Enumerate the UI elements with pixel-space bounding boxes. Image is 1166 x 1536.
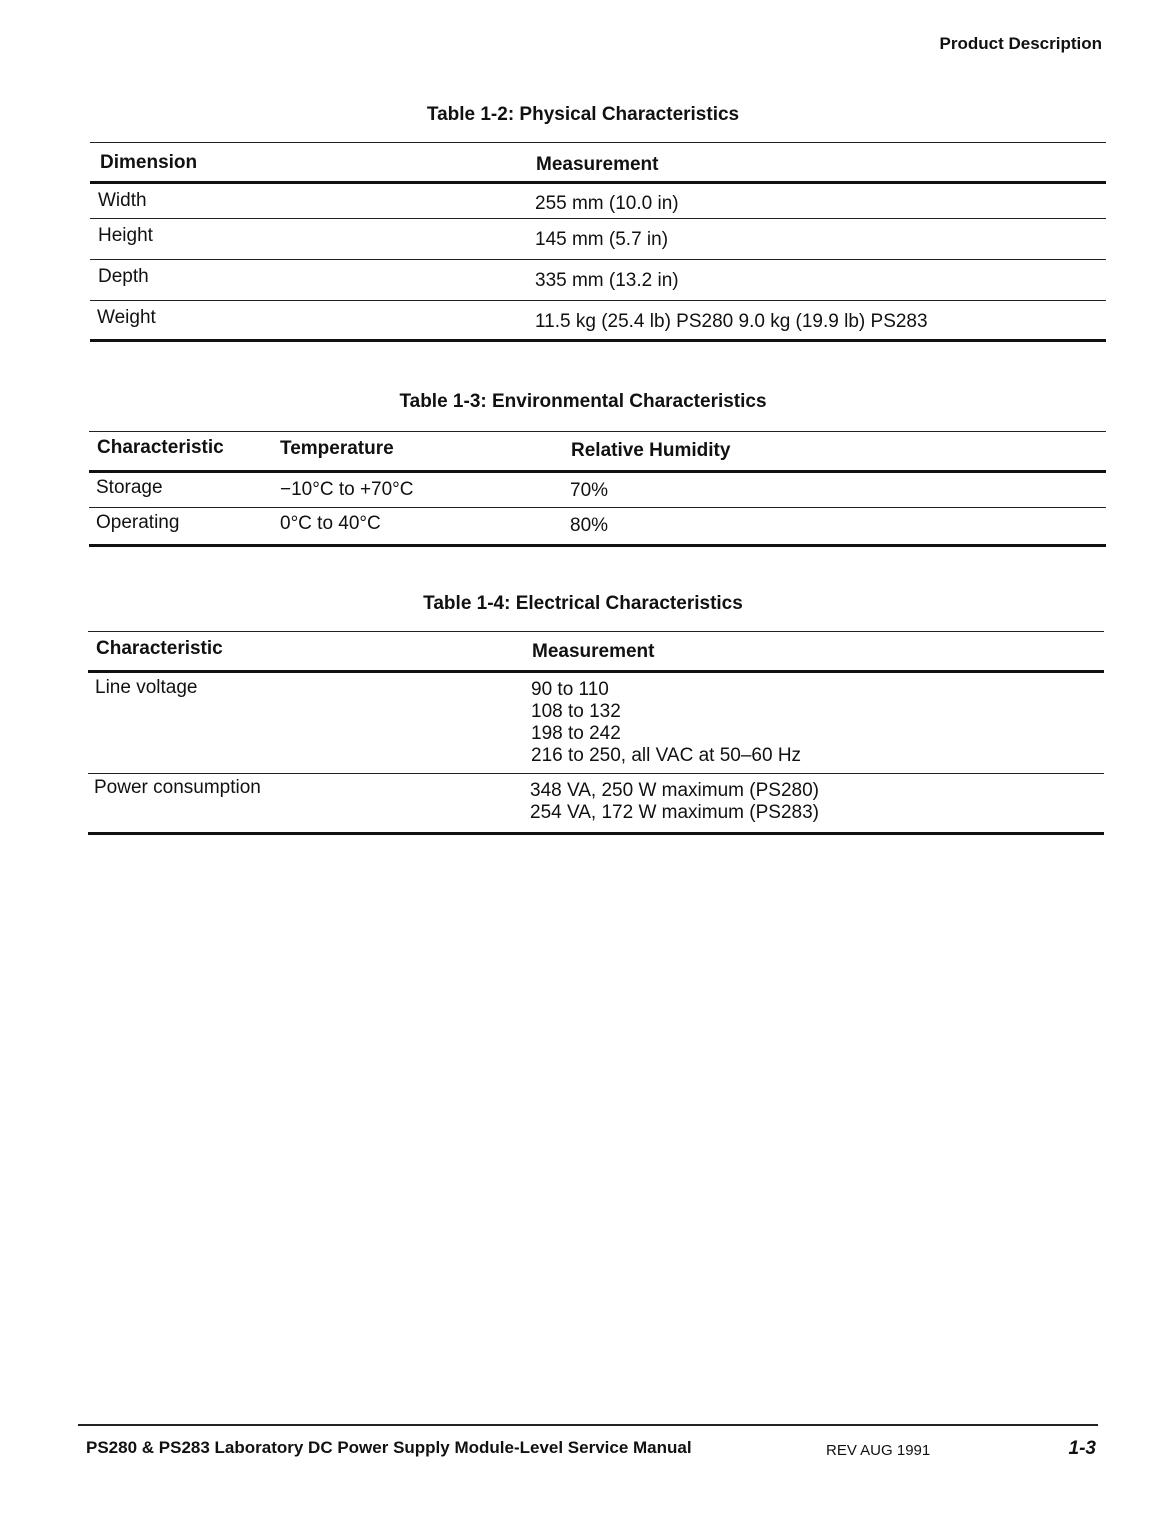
row-label: Height xyxy=(98,225,153,246)
table-title-electrical: Table 1-4: Electrical Characteristics xyxy=(423,593,743,614)
col-header-characteristic: Characteristic xyxy=(96,638,223,659)
line-voltage-value: 90 to 110 xyxy=(531,679,609,700)
table-title-physical: Table 1-2: Physical Characteristics xyxy=(426,104,740,125)
row-label: Weight xyxy=(97,307,156,328)
power-value: 348 VA, 250 W maximum (PS280) xyxy=(530,780,819,801)
col-header-temperature: Temperature xyxy=(280,438,394,459)
row-label: Depth xyxy=(98,266,149,287)
line-voltage-value: 108 to 132 xyxy=(531,701,621,722)
table-row xyxy=(88,774,1104,832)
table-row xyxy=(90,301,1106,339)
line-voltage-values xyxy=(531,679,801,767)
row-value: 335 mm (13.2 in) xyxy=(535,270,679,291)
row-humidity: 80% xyxy=(570,515,609,536)
power-value: 254 VA, 172 W maximum (PS283) xyxy=(530,802,819,823)
col-header-characteristic: Characteristic xyxy=(97,437,224,458)
row-label: Storage xyxy=(96,477,163,498)
physical-table xyxy=(90,142,1106,342)
row-label: Operating xyxy=(96,512,180,533)
row-value: 255 mm (10.0 in) xyxy=(535,193,679,214)
table-header-row xyxy=(90,143,1106,181)
table-row xyxy=(88,673,1104,773)
row-label-line-voltage: Line voltage xyxy=(95,677,198,698)
footer-revision: REV AUG 1991 xyxy=(826,1442,931,1459)
page-number: 1-3 xyxy=(1068,1438,1096,1459)
table-title-environmental: Table 1-3: Environmental Characteristics xyxy=(399,391,767,412)
table-row xyxy=(89,508,1106,544)
table-header-row xyxy=(89,432,1106,470)
line-voltage-value: 216 to 250, all VAC at 50–60 Hz xyxy=(531,745,802,766)
footer-rule xyxy=(78,1424,1098,1426)
row-temperature: 0°C to 40°C xyxy=(280,513,381,534)
environmental-table xyxy=(89,431,1106,547)
table-row xyxy=(90,184,1106,218)
section-title: Product Description xyxy=(939,34,1102,53)
row-label-power-consumption: Power consumption xyxy=(94,777,261,798)
electrical-table xyxy=(88,631,1104,835)
col-header-measurement: Measurement xyxy=(536,154,659,175)
col-header-relative-humidity: Relative Humidity xyxy=(571,440,731,461)
col-header-dimension: Dimension xyxy=(100,152,198,173)
table-row xyxy=(89,473,1106,507)
table-rule xyxy=(88,832,1104,835)
power-values xyxy=(530,780,819,824)
table-row xyxy=(90,260,1106,300)
table-row xyxy=(90,219,1106,259)
table-header-row xyxy=(88,632,1104,670)
row-value: 11.5 kg (25.4 lb) PS280 9.0 kg (19.9 lb) PS283 xyxy=(535,311,928,332)
row-humidity: 70% xyxy=(570,480,609,501)
col-header-measurement: Measurement xyxy=(532,641,655,662)
row-label: Width xyxy=(98,190,147,211)
table-rule xyxy=(89,544,1106,547)
table-rule xyxy=(90,339,1106,342)
row-temperature: −10°C to +70°C xyxy=(280,479,414,500)
footer-manual-title: PS280 & PS283 Laboratory DC Power Supply Module-Level Service Manual xyxy=(86,1438,692,1457)
row-value: 145 mm (5.7 in) xyxy=(535,229,669,250)
line-voltage-value: 198 to 242 xyxy=(531,723,621,744)
